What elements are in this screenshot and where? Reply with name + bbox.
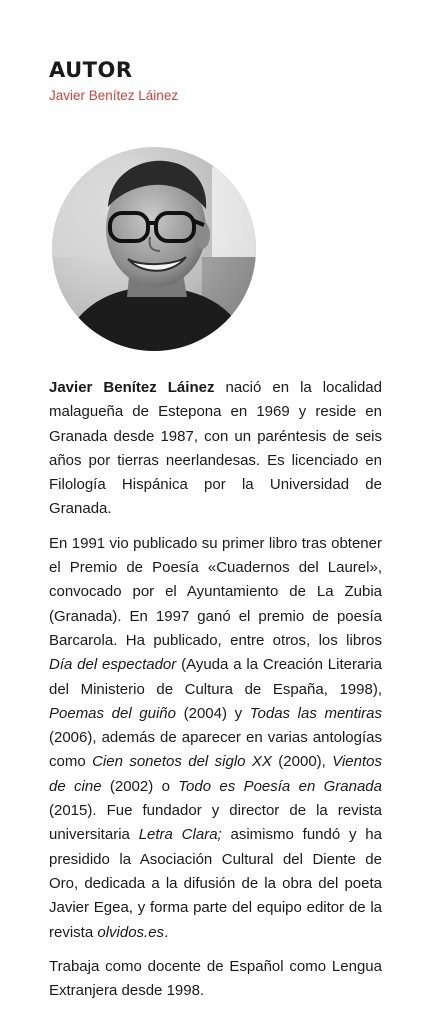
bio-text: (2006), además de aparecer en varias antologías como — [49, 729, 382, 771]
author-biography — [49, 376, 382, 1013]
bio-paragraph-1 — [49, 376, 382, 522]
bio-text: (2002) o — [101, 777, 179, 795]
magazine-title: olvidos.es — [97, 923, 165, 941]
bio-text: (Ayuda a la Creación Literaria del Ministerio de Cultura de España, 1998), — [49, 656, 382, 698]
book-title: Todas las mentiras — [249, 704, 382, 722]
bio-text: . — [164, 923, 169, 941]
book-title: Día del espectador — [49, 656, 177, 674]
bio-paragraph-2 — [49, 532, 382, 945]
bio-text: En 1991 vio publicado su primer libro tras obtener el Premio de Poesía «Cuadernos del Laurel», convocado por el Ayuntamiento de La Zubia (Granada). En 1997 ganó el premio de poesía Barcarola. Ha publicado, entre otros, los libros — [49, 534, 382, 649]
anthology-title: Todo es Poesía en Granada — [178, 777, 382, 795]
anthology-title: Vientos de cine — [49, 753, 382, 795]
anthology-title: Cien sonetos del siglo XX — [92, 753, 272, 771]
section-title: AUTOR — [49, 58, 133, 82]
magazine-title: Letra Clara; — [138, 826, 222, 844]
bio-text: (2015). Fue fundador y director de la revista universitaria — [49, 802, 382, 844]
author-name-subtitle: Javier Benítez Láinez — [49, 88, 179, 103]
bio-text: asimismo fundó y ha presidido la Asociación Cultural del Diente de Oro, dedicada a la difusión de la obra del poeta Javier Egea, y forma parte del equipo editor de la revista — [49, 826, 382, 941]
bio-author-name: Javier Benítez Láinez — [49, 379, 215, 396]
bio-text: (2000), — [271, 753, 333, 771]
author-portrait-photo — [52, 147, 256, 351]
bio-text: (2004) y — [176, 704, 250, 722]
book-title: Poemas del guiño — [49, 704, 176, 722]
author-section — [49, 56, 382, 106]
author-portrait — [52, 147, 256, 351]
bio-paragraph-3: Trabaja como docente de Español como Lengua Extranjera desde 1998. — [49, 957, 382, 1000]
bio-text: nació en la localidad malagueña de Estepona en 1969 y reside en Granada desde 1987, con un paréntesis de seis años por tierras neerlandesas. Es licenciado en Filología Hispánica por la Universidad de Granada. — [49, 379, 382, 518]
